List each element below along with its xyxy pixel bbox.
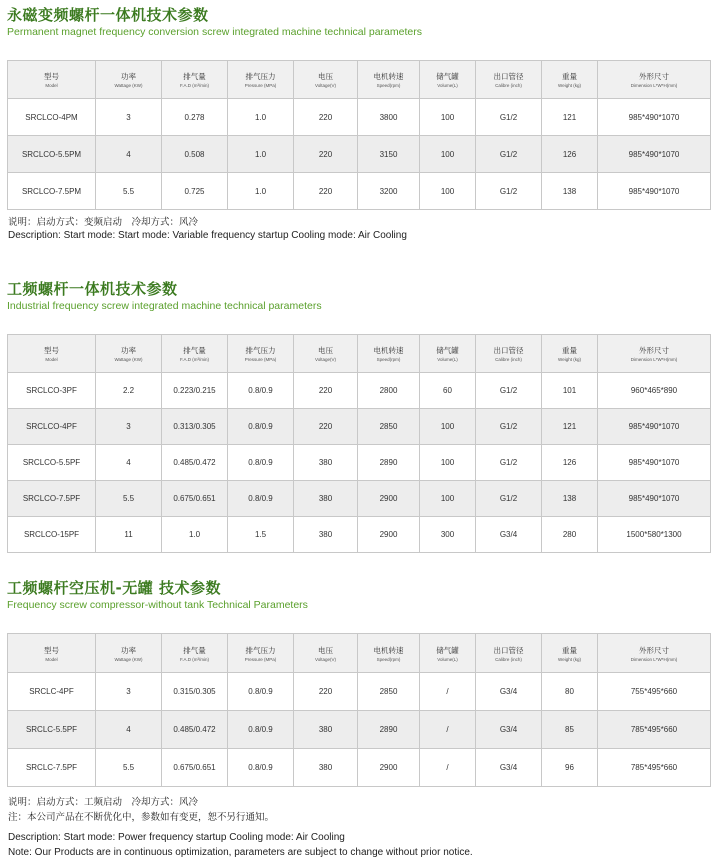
header-label-en: F.A.D (m³/min): [180, 83, 209, 88]
header-volume: [420, 335, 476, 373]
header-voltage: [294, 61, 358, 99]
header-volume: [420, 61, 476, 99]
header-voltage: [294, 634, 358, 673]
header-speed: [358, 634, 420, 673]
cell-wattage: 2.2: [96, 373, 162, 409]
note-cn: 说明：启动方式：变频启动 冷却方式：风冷: [8, 217, 199, 228]
header-label-cn: 电机转速: [373, 72, 404, 81]
note-en-start-mode: Description: Start mode: Power frequency startup Cooling mode: Air Cooling: [8, 832, 345, 843]
cell-volume: 60: [420, 373, 476, 409]
header-label-cn: 电压: [318, 645, 333, 655]
header-label-en: Weight (kg): [558, 357, 581, 362]
section-industrial-frequency: [7, 280, 710, 313]
table-header-row: [8, 61, 711, 99]
cell-pressure: 0.8/0.9: [228, 373, 294, 409]
cell-fad: 0.725: [162, 173, 228, 210]
note-cn-start-mode: 说明：启动方式：工频启动 冷却方式：风冷: [8, 797, 199, 808]
cell-model: SRCLCO-4PF: [8, 409, 96, 445]
cell-voltage: 380: [294, 711, 358, 749]
cell-speed: 2900: [358, 749, 420, 787]
cell-wattage: 4: [96, 136, 162, 173]
cell-fad: 0.675/0.651: [162, 749, 228, 787]
description-note: [8, 796, 473, 859]
cell-model: SRCLCO-3PF: [8, 373, 96, 409]
cell-volume: /: [420, 749, 476, 787]
cell-model: SRCLCO-4PM: [8, 99, 96, 136]
table-row: [8, 749, 711, 787]
header-calibre: [476, 634, 542, 673]
cell-voltage: 380: [294, 517, 358, 553]
table-row: [8, 136, 711, 173]
cell-model: SRCLCO-5.5PM: [8, 136, 96, 173]
header-pressure: [228, 634, 294, 673]
section-title-en: Permanent magnet frequency conversion screw integrated machine technical parameters: [7, 26, 422, 38]
cell-speed: 3150: [358, 136, 420, 173]
cell-pressure: 0.8/0.9: [228, 409, 294, 445]
header-dimension: [598, 634, 711, 673]
cell-pressure: 1.5: [228, 517, 294, 553]
cell-voltage: 220: [294, 409, 358, 445]
cell-model: SRCLC-5.5PF: [8, 711, 96, 749]
cell-voltage: 220: [294, 136, 358, 173]
header-calibre: [476, 335, 542, 373]
cell-volume: 100: [420, 481, 476, 517]
header-label-en: F.A.D (m³/min): [180, 357, 209, 362]
cell-pressure: 0.8/0.9: [228, 711, 294, 749]
header-label-cn: 型号: [44, 346, 59, 355]
cell-weight: 80: [542, 673, 598, 711]
cell-wattage: 3: [96, 99, 162, 136]
cell-volume: 300: [420, 517, 476, 553]
table-row: [8, 409, 711, 445]
cell-calibre: G1/2: [476, 409, 542, 445]
section-without-tank: [7, 579, 710, 612]
header-label-cn: 电机转速: [373, 346, 404, 355]
header-label-cn: 功率: [121, 72, 136, 81]
header-fad: [162, 335, 228, 373]
cell-weight: 126: [542, 445, 598, 481]
cell-weight: 280: [542, 517, 598, 553]
cell-volume: 100: [420, 136, 476, 173]
header-label-cn: 外形尺寸: [639, 72, 669, 81]
header-label-cn: 重量: [562, 346, 577, 355]
header-pressure: [228, 61, 294, 99]
header-volume: [420, 634, 476, 673]
header-label-en: Calibre (inch): [495, 357, 522, 362]
note-en-disclaimer: Note: Our Products are in continuous optimization, parameters are subject to change without prior notice.: [8, 847, 473, 858]
cell-fad: 0.485/0.472: [162, 711, 228, 749]
cell-fad: 0.313/0.305: [162, 409, 228, 445]
section-title-cn: 永磁变频螺杆一体机技术参数: [7, 6, 209, 24]
header-pressure: [228, 335, 294, 373]
cell-calibre: G1/2: [476, 481, 542, 517]
cell-volume: /: [420, 711, 476, 749]
cell-voltage: 380: [294, 481, 358, 517]
header-label-cn: 排气量: [183, 72, 206, 81]
header-label-cn: 型号: [44, 72, 59, 81]
header-label-en: Pressure (MPa): [244, 83, 277, 88]
cell-weight: 121: [542, 99, 598, 136]
cell-pressure: 0.8/0.9: [228, 481, 294, 517]
cell-volume: /: [420, 673, 476, 711]
table-header-row: [8, 634, 711, 673]
cell-calibre: G1/2: [476, 445, 542, 481]
cell-weight: 96: [542, 749, 598, 787]
table-row: [8, 673, 711, 711]
header-label-cn: 型号: [44, 645, 59, 655]
cell-calibre: G3/4: [476, 749, 542, 787]
header-weight: [542, 61, 598, 99]
cell-pressure: 1.0: [228, 136, 294, 173]
table-row: [8, 99, 711, 136]
cell-speed: 2850: [358, 673, 420, 711]
header-label-cn: 电机转速: [373, 645, 404, 655]
header-fad: [162, 634, 228, 673]
table-row: [8, 711, 711, 749]
header-label-cn: 出口管径: [493, 346, 524, 355]
header-speed: [358, 335, 420, 373]
cell-fad: 1.0: [162, 517, 228, 553]
header-weight: [542, 634, 598, 673]
cell-wattage: 11: [96, 517, 162, 553]
header-voltage: [294, 335, 358, 373]
header-label-en: Model: [45, 83, 58, 88]
params-table-without-tank: [7, 633, 711, 787]
params-table-industrial-frequency: [7, 334, 711, 553]
section-title-cn: 工频螺杆空压机-无罐 技术参数: [7, 579, 221, 597]
cell-model: SRCLCO-5.5PF: [8, 445, 96, 481]
cell-speed: 3800: [358, 99, 420, 136]
cell-wattage: 5.5: [96, 481, 162, 517]
header-label-en: Wattage (KW): [114, 656, 143, 662]
table-row: [8, 173, 711, 210]
header-label-cn: 排气压力: [245, 346, 276, 355]
cell-weight: 126: [542, 136, 598, 173]
cell-speed: 2800: [358, 373, 420, 409]
cell-speed: 2900: [358, 481, 420, 517]
header-wattage: [96, 335, 162, 373]
header-label-cn: 电压: [318, 72, 333, 81]
cell-pressure: 1.0: [228, 99, 294, 136]
cell-fad: 0.278: [162, 99, 228, 136]
cell-calibre: G3/4: [476, 517, 542, 553]
cell-dimension: 985*490*1070: [598, 481, 711, 517]
cell-wattage: 5.5: [96, 749, 162, 787]
cell-weight: 101: [542, 373, 598, 409]
cell-volume: 100: [420, 409, 476, 445]
header-label-cn: 功率: [121, 645, 136, 655]
cell-speed: 3200: [358, 173, 420, 210]
header-label-en: Wattage (KW): [114, 357, 143, 362]
header-label-cn: 电压: [318, 346, 333, 355]
note-cn-disclaimer: 注：本公司产品在不断优化中，参数如有变更，恕不另行通知。: [8, 812, 275, 823]
header-label-en: Calibre (inch): [495, 83, 522, 88]
params-table-permanent-magnet: [7, 60, 711, 210]
header-label-en: Speed(rpm): [376, 83, 401, 88]
cell-volume: 100: [420, 445, 476, 481]
header-model: [8, 335, 96, 373]
header-label-en: Voltage(V): [314, 83, 336, 88]
cell-pressure: 0.8/0.9: [228, 445, 294, 481]
header-label-en: Speed(rpm): [376, 357, 401, 362]
header-dimension: [598, 335, 711, 373]
cell-calibre: G3/4: [476, 711, 542, 749]
cell-speed: 2850: [358, 409, 420, 445]
cell-fad: 0.508: [162, 136, 228, 173]
header-label-cn: 排气压力: [245, 72, 276, 81]
cell-voltage: 220: [294, 373, 358, 409]
section-title-cn: 工频螺杆一体机技术参数: [7, 280, 178, 298]
cell-voltage: 220: [294, 99, 358, 136]
cell-dimension: 985*490*1070: [598, 99, 711, 136]
header-label-cn: 外形尺寸: [639, 645, 669, 655]
header-label-cn: 出口管径: [493, 645, 524, 655]
cell-pressure: 0.8/0.9: [228, 673, 294, 711]
cell-model: SRCLCO-7.5PM: [8, 173, 96, 210]
header-wattage: [96, 61, 162, 99]
table-header-row: [8, 335, 711, 373]
cell-model: SRCLC-4PF: [8, 673, 96, 711]
cell-fad: 0.223/0.215: [162, 373, 228, 409]
description-note: [8, 216, 407, 242]
cell-model: SRCLCO-15PF: [8, 517, 96, 553]
cell-calibre: G1/2: [476, 373, 542, 409]
cell-dimension: 985*490*1070: [598, 173, 711, 210]
header-label-en: Voltage(V): [314, 357, 336, 362]
cell-calibre: G1/2: [476, 173, 542, 210]
header-label-en: Pressure (MPa): [244, 656, 277, 662]
header-label-en: Volume(L): [437, 656, 458, 662]
header-label-en: Dimension L*W*H(mm): [630, 357, 678, 362]
cell-voltage: 220: [294, 673, 358, 711]
header-label-cn: 重量: [562, 645, 577, 655]
cell-calibre: G1/2: [476, 99, 542, 136]
header-label-en: Wattage (KW): [114, 83, 143, 88]
header-label-cn: 储气罐: [436, 72, 459, 81]
header-label-en: Speed(rpm): [376, 656, 401, 662]
cell-model: SRCLC-7.5PF: [8, 749, 96, 787]
header-wattage: [96, 634, 162, 673]
cell-weight: 138: [542, 173, 598, 210]
cell-wattage: 4: [96, 711, 162, 749]
cell-calibre: G1/2: [476, 136, 542, 173]
header-label-cn: 排气压力: [245, 645, 276, 655]
cell-voltage: 380: [294, 749, 358, 787]
cell-dimension: 985*490*1070: [598, 136, 711, 173]
section-permanent-magnet: [7, 6, 710, 39]
cell-voltage: 220: [294, 173, 358, 210]
cell-dimension: 960*465*890: [598, 373, 711, 409]
header-label-en: Dimension L*W*H(mm): [630, 656, 678, 662]
header-calibre: [476, 61, 542, 99]
header-model: [8, 61, 96, 99]
header-label-en: Calibre (inch): [495, 656, 522, 662]
header-label-cn: 出口管径: [493, 72, 524, 81]
cell-dimension: 755*495*660: [598, 673, 711, 711]
header-label-cn: 储气罐: [436, 346, 459, 355]
header-model: [8, 634, 96, 673]
header-dimension: [598, 61, 711, 99]
header-label-en: Volume(L): [437, 357, 458, 362]
cell-volume: 100: [420, 173, 476, 210]
cell-wattage: 3: [96, 673, 162, 711]
header-fad: [162, 61, 228, 99]
note-en: Description: Start mode: Start mode: Variable frequency startup Cooling mode: Air Cooling: [8, 230, 407, 241]
cell-fad: 0.675/0.651: [162, 481, 228, 517]
table-row: [8, 481, 711, 517]
section-title-en: Frequency screw compressor-without tank Technical Parameters: [7, 599, 308, 611]
cell-weight: 121: [542, 409, 598, 445]
section-title-en: Industrial frequency screw integrated machine technical parameters: [7, 300, 322, 312]
table-row: [8, 517, 711, 553]
cell-volume: 100: [420, 99, 476, 136]
header-label-en: Weight (kg): [558, 83, 581, 88]
cell-dimension: 985*490*1070: [598, 409, 711, 445]
cell-fad: 0.485/0.472: [162, 445, 228, 481]
cell-pressure: 1.0: [228, 173, 294, 210]
header-label-en: Dimension L*W*H(mm): [630, 83, 678, 88]
header-label-cn: 排气量: [183, 346, 206, 355]
header-speed: [358, 61, 420, 99]
cell-wattage: 5.5: [96, 173, 162, 210]
cell-wattage: 4: [96, 445, 162, 481]
cell-speed: 2890: [358, 445, 420, 481]
cell-speed: 2900: [358, 517, 420, 553]
header-label-en: Model: [45, 656, 58, 662]
table-row: [8, 445, 711, 481]
header-label-en: F.A.D (m³/min): [180, 656, 209, 662]
cell-speed: 2890: [358, 711, 420, 749]
cell-voltage: 380: [294, 445, 358, 481]
header-label-cn: 排气量: [183, 645, 206, 655]
header-label-en: Volume(L): [437, 83, 458, 88]
cell-dimension: 785*495*660: [598, 749, 711, 787]
header-label-en: Pressure (MPa): [244, 357, 277, 362]
cell-fad: 0.315/0.305: [162, 673, 228, 711]
header-label-cn: 重量: [562, 72, 577, 81]
cell-dimension: 1500*580*1300: [598, 517, 711, 553]
header-weight: [542, 335, 598, 373]
table-row: [8, 373, 711, 409]
cell-weight: 85: [542, 711, 598, 749]
cell-weight: 138: [542, 481, 598, 517]
header-label-en: Weight (kg): [558, 656, 581, 662]
header-label-cn: 外形尺寸: [639, 346, 669, 355]
header-label-cn: 功率: [121, 346, 136, 355]
header-label-en: Model: [45, 357, 58, 362]
header-label-cn: 储气罐: [436, 645, 459, 655]
cell-wattage: 3: [96, 409, 162, 445]
cell-calibre: G3/4: [476, 673, 542, 711]
cell-dimension: 785*495*660: [598, 711, 711, 749]
cell-dimension: 985*490*1070: [598, 445, 711, 481]
cell-pressure: 0.8/0.9: [228, 749, 294, 787]
header-label-en: Voltage(V): [314, 656, 336, 662]
cell-model: SRCLCO-7.5PF: [8, 481, 96, 517]
